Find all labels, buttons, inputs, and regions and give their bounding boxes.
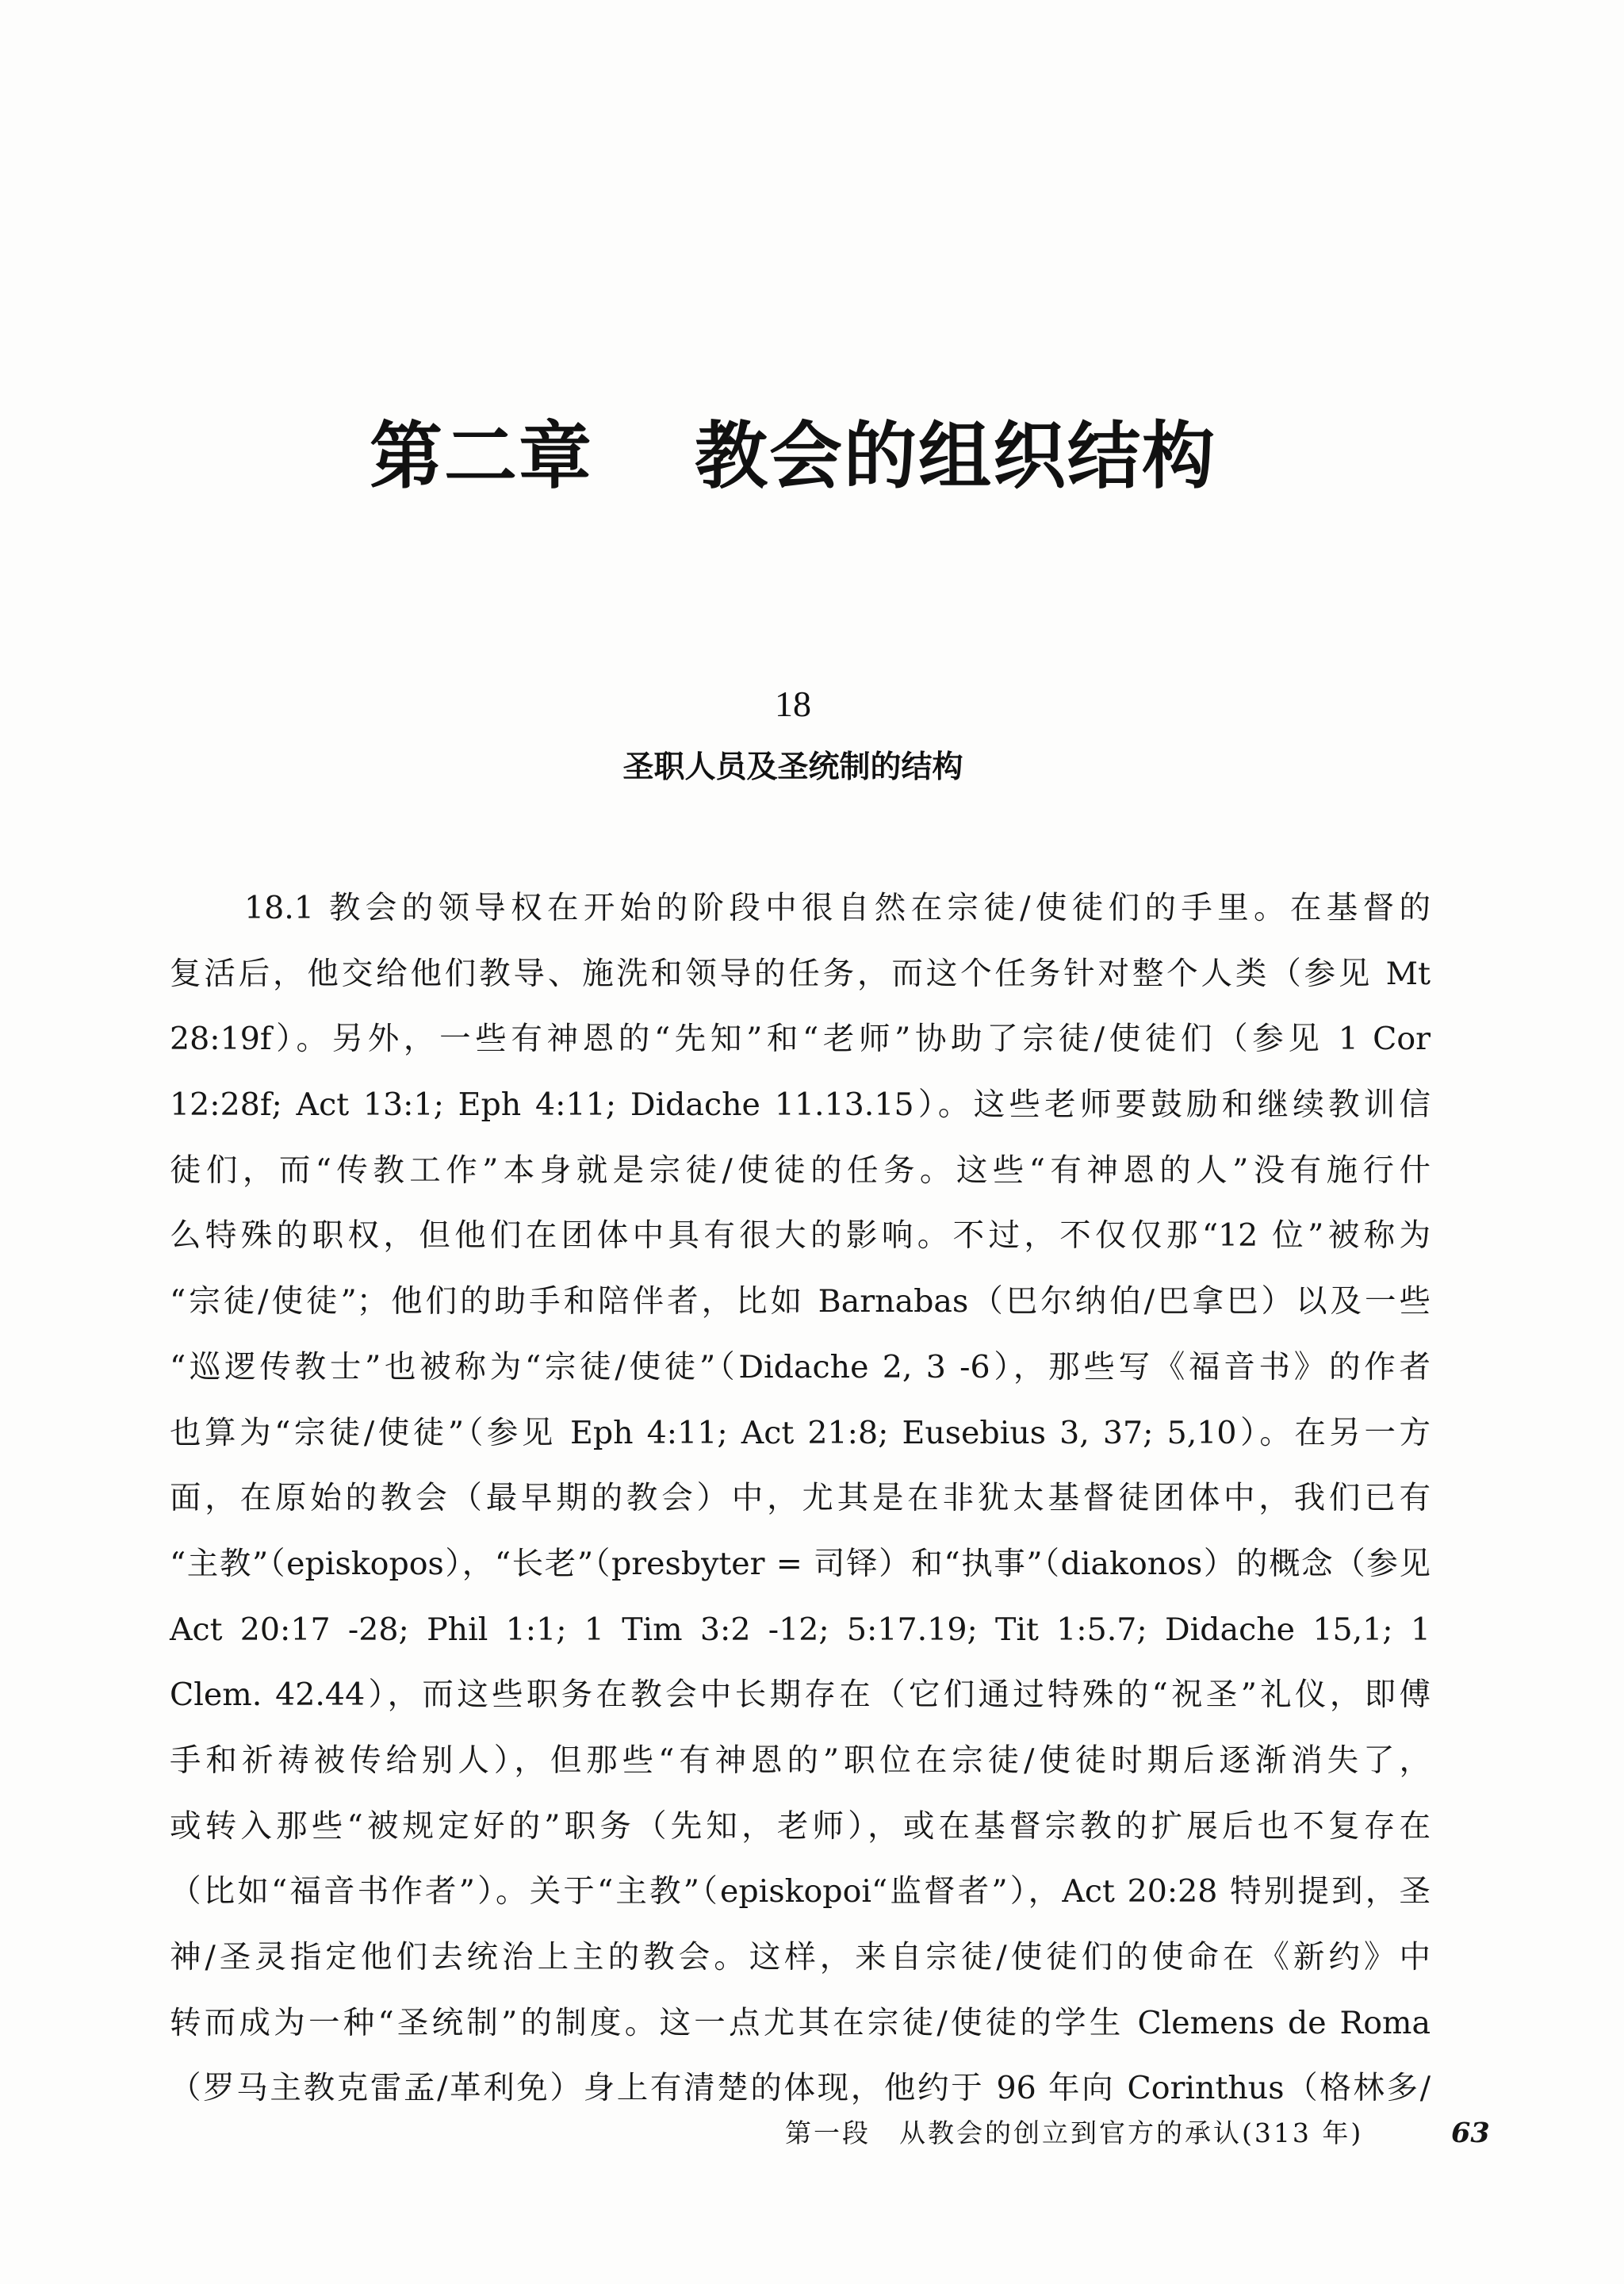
page-footer	[785, 2110, 1499, 2157]
text-line: 手和祈祷被传给别人），但那些“有神恩的”职位在宗徒/使徒时期后逐渐消失了，	[170, 1742, 1431, 1779]
text-line: 复活后，他交给他们教导、施洗和领导的任务，而这个任务针对整个人类（参见 Mt	[170, 955, 1431, 992]
text-line: 徒们，而“传教工作”本身就是宗徒/使徒的任务。这些“有神恩的人”没有施行什	[170, 1152, 1431, 1189]
text-line: Act 20:17 -28; Phil 1:1; 1 Tim 3:2 -12; 5:17.19; Tit 1:5.7; Didache 15,1; 1	[170, 1611, 1431, 1648]
text-line: Clem. 42.44），而这些职务在教会中长期存在（它们通过特殊的“祝圣”礼仪，即傅	[170, 1677, 1431, 1714]
text-line: 28:19f）。另外，一些有神恩的“先知”和“老师”协助了宗徒/使徒们（参见 1 Cor	[170, 1021, 1431, 1058]
text-line: （比如“福音书作者”）。关于“主教”（episkopoi“监督者”），Act 20:28 特别提到，圣	[170, 1873, 1431, 1910]
text-line: “主教”（episkopos），“长老”（presbyter = 司铎）和“执事”（diakonos）的概念（参见	[170, 1545, 1431, 1582]
section-number: 18	[775, 684, 811, 724]
text-line: 转而成为一种“圣统制”的制度。这一点尤其在宗徒/使徒的学生 Clemens de Roma	[170, 2004, 1431, 2041]
running-footer: 第一段 从教会的创立到官方的承认(313 年)	[785, 2117, 1364, 2148]
text-line: 12:28f; Act 13:1; Eph 4:11; Didache 11.13.15）。这些老师要鼓励和继续教训信	[170, 1086, 1431, 1124]
text-line: 或转入那些“被规定好的”职务（先知，老师），或在基督宗教的扩展后也不复存在	[170, 1807, 1431, 1845]
text-line: （罗马主教克雷孟/革利免）身上有清楚的体现，他约于 96 年向 Corinthus（格林多/	[170, 2070, 1431, 2107]
text-line: “巡逻传教士”也被称为“宗徒/使徒”（Didache 2, 3 -6），那些写《福音书》的作者	[170, 1348, 1431, 1385]
chapter-title: 第二章 教会的组织结构	[369, 413, 1217, 499]
text-line: 18.1 教会的领导权在开始的阶段中很自然在宗徒/使徒们的手里。在基督的	[244, 890, 1431, 926]
body-paragraph	[170, 876, 1431, 2121]
text-line: “宗徒/使徒”；他们的助手和陪伴者，比如 Barnabas（巴尔纳伯/巴拿巴）以及一些	[170, 1283, 1431, 1320]
text-line: 么特殊的职权，但他们在团体中具有很大的影响。不过，不仅仅那“12 位”被称为	[170, 1217, 1431, 1255]
page-number: 63	[1451, 2117, 1490, 2149]
text-line: 面，在原始的教会（最早期的教会）中，尤其是在非犹太基督徒团体中，我们已有	[170, 1480, 1431, 1517]
text-line: 神/圣灵指定他们去统治上主的教会。这样，来自宗徒/使徒们的使命在《新约》中	[170, 1939, 1431, 1976]
section-title: 圣职人员及圣统制的结构	[622, 749, 963, 785]
text-line: 也算为“宗徒/使徒”（参见 Eph 4:11; Act 21:8; Eusebius 3, 37; 5,10）。在另一方	[170, 1414, 1431, 1451]
